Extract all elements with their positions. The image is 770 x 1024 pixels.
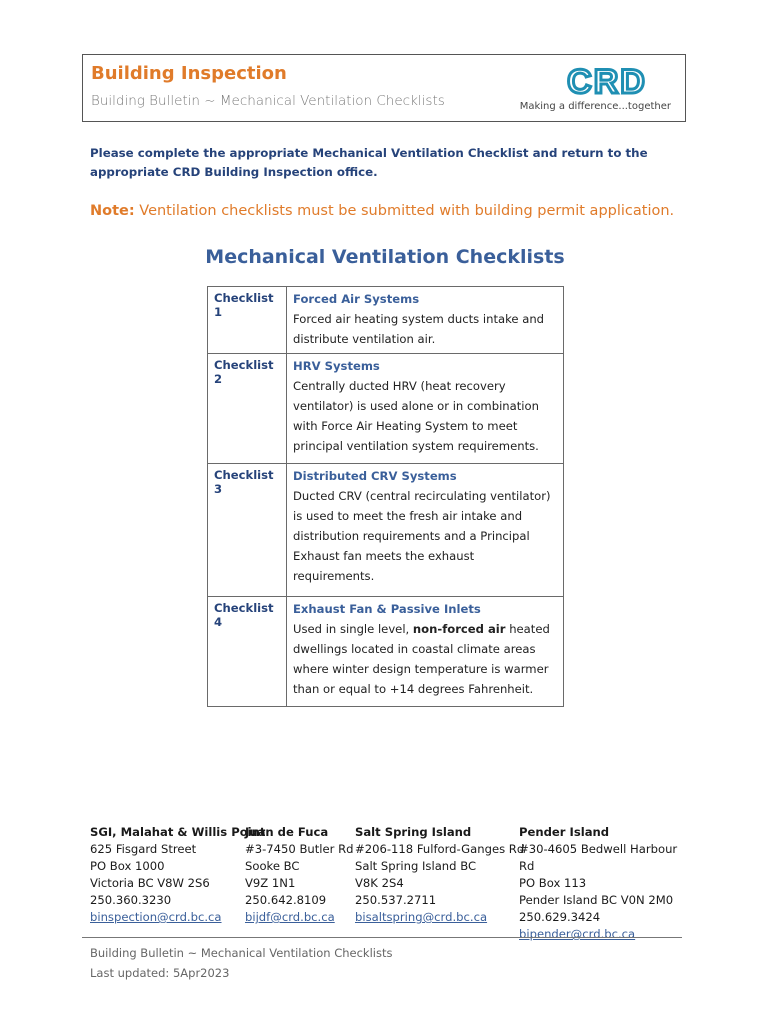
checklist-table <box>207 286 564 707</box>
office-line2: Sooke BC <box>245 859 300 873</box>
checklist-desc-bold: non-forced air <box>412 622 506 636</box>
office-pender <box>519 824 690 943</box>
checklist-name: HRV Systems <box>293 359 380 373</box>
office-line1: #3-7450 Butler Rd <box>245 842 354 856</box>
checklist-desc: Ducted CRV (central recirculating ventilator) is used to meet the fresh air intake and distribution requirements and a Principal Exhaust fan meets the exhaust requirements. <box>293 489 551 583</box>
footer-divider <box>82 937 682 938</box>
checklist-desc: Centrally ducted HRV (heat recovery ventilator) is used alone or in combination with Force Air Heating System to meet principal ventilation system requirements. <box>293 379 539 453</box>
office-phone: 250.642.8109 <box>245 893 327 907</box>
checklist-row <box>208 464 564 597</box>
checklist-label: Checklist 1 <box>208 287 287 354</box>
footer-title: Building Bulletin ~ Mechanical Ventilation Checklists <box>90 946 393 960</box>
office-sgi <box>90 824 265 926</box>
checklist-desc: Forced air heating system ducts intake and distribute ventilation air. <box>293 312 545 346</box>
office-line2: PO Box 113 <box>519 876 587 890</box>
checklist-name: Exhaust Fan & Passive Inlets <box>293 602 481 616</box>
office-line2: PO Box 1000 <box>90 859 165 873</box>
note-label: Note: <box>90 203 135 219</box>
logo-text: CRD <box>567 65 647 99</box>
header-subtitle: Building Bulletin ~ Mechanical Ventilation Checklists <box>91 93 445 109</box>
office-phone: 250.629.3424 <box>519 910 601 924</box>
checklist-row <box>208 597 564 707</box>
note <box>90 203 674 219</box>
office-name: Juan de Fuca <box>245 825 329 839</box>
office-name: Salt Spring Island <box>355 825 472 839</box>
checklist-desc-pre: Used in single level, <box>293 622 413 636</box>
office-phone: 250.360.3230 <box>90 893 172 907</box>
office-line2: Salt Spring Island BC <box>355 859 477 873</box>
office-line1: 625 Fisgard Street <box>90 842 197 856</box>
office-name: Pender Island <box>519 825 610 839</box>
intro-text: Please complete the appropriate Mechanical Ventilation Checklist and return to the appropriate CRD Building Inspection office. <box>90 146 648 179</box>
office-email-link[interactable]: binspection@crd.bc.ca <box>90 910 222 924</box>
office-email-link[interactable]: bisaltspring@crd.bc.ca <box>355 910 488 924</box>
office-line1: #30-4605 Bedwell Harbour Rd <box>519 842 678 873</box>
main-title: Mechanical Ventilation Checklists <box>205 246 565 268</box>
office-line3: Pender Island BC V0N 2M0 <box>519 893 674 907</box>
checklist-label: Checklist 3 <box>208 464 287 597</box>
crd-logo <box>519 61 671 117</box>
logo-tagline: Making a difference...together <box>519 101 671 112</box>
checklist-row <box>208 287 564 354</box>
checklist-name: Forced Air Systems <box>293 292 420 306</box>
checklist-label: Checklist 4 <box>208 597 287 707</box>
checklist-name: Distributed CRV Systems <box>293 469 457 483</box>
header-box <box>82 54 686 122</box>
office-email-link[interactable]: bijdf@crd.bc.ca <box>245 910 335 924</box>
office-line3: V9Z 1N1 <box>245 876 296 890</box>
office-line3: Victoria BC V8W 2S6 <box>90 876 210 890</box>
office-email-link[interactable]: bipender@crd.bc.ca <box>519 927 636 941</box>
note-text: Ventilation checklists must be submitted with building permit application. <box>134 203 675 219</box>
checklist-desc-post: heated dwellings located in coastal climate areas where winter design temperature is warmer than or equal to +14 degrees Fahrenheit. <box>293 622 550 696</box>
office-name: SGI, Malahat & Willis Point <box>90 825 266 839</box>
office-line3: V8K 2S4 <box>355 876 404 890</box>
office-juan-de-fuca <box>245 824 354 926</box>
footer-updated: Last updated: 5Apr2023 <box>90 966 230 980</box>
office-line1: #206-118 Fulford-Ganges Rd <box>355 842 525 856</box>
checklist-label: Checklist 2 <box>208 354 287 464</box>
office-salt-spring <box>355 824 524 926</box>
footer <box>90 943 392 983</box>
checklist-row <box>208 354 564 464</box>
header-title: Building Inspection <box>91 63 287 84</box>
office-phone: 250.537.2711 <box>355 893 437 907</box>
